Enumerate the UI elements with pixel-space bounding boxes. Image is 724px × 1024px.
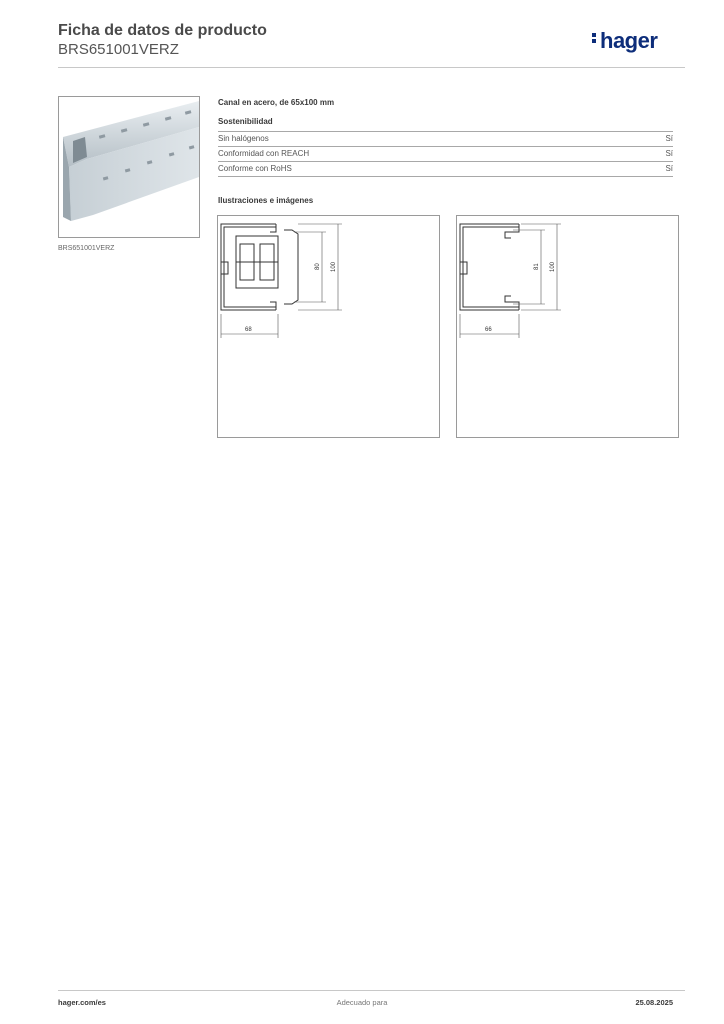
footer-divider xyxy=(58,990,685,991)
row-value: Sí xyxy=(665,134,673,143)
product-description: Canal en acero, de 65x100 mm xyxy=(218,98,335,107)
header-divider xyxy=(58,67,685,68)
footer-website-link[interactable]: hager.com/es xyxy=(58,998,106,1007)
row-label: Sin halógenos xyxy=(218,134,269,143)
footer-date: 25.08.2025 xyxy=(635,998,673,1007)
cross-section-drawing-2 xyxy=(457,216,678,437)
row-value: Sí xyxy=(665,149,673,158)
row-label: Conforme con RoHS xyxy=(218,164,292,173)
row-value: Sí xyxy=(665,164,673,173)
width-dimension: 68 xyxy=(245,327,252,333)
table-row xyxy=(218,161,673,177)
logo-colon-icon xyxy=(592,31,597,45)
table-row xyxy=(218,131,673,146)
width-dimension: 66 xyxy=(485,327,492,333)
product-code: BRS651001VERZ xyxy=(58,41,179,58)
illustrations-title: Ilustraciones e imágenes xyxy=(218,196,314,205)
illustration-1 xyxy=(217,215,440,438)
height-dimension: 100 xyxy=(331,261,337,272)
hager-logo xyxy=(592,28,657,54)
product-image-caption: BRS651001VERZ xyxy=(58,245,115,252)
table-row xyxy=(218,146,673,161)
illustration-2 xyxy=(456,215,679,438)
footer-suitable-for: Adecuado para xyxy=(336,998,388,1007)
inner-height-dimension: 81 xyxy=(534,263,540,270)
height-dimension: 100 xyxy=(550,261,556,272)
product-image xyxy=(58,96,200,238)
logo-text: hager xyxy=(600,28,658,53)
page-title: Ficha de datos de producto xyxy=(58,22,267,39)
sustainability-table xyxy=(218,131,673,177)
sustainability-title: Sostenibilidad xyxy=(218,117,273,126)
cross-section-drawing-1 xyxy=(218,216,439,437)
row-label: Conformidad con REACH xyxy=(218,149,310,158)
steel-channel-icon xyxy=(59,97,199,237)
inner-height-dimension: 80 xyxy=(315,263,321,270)
